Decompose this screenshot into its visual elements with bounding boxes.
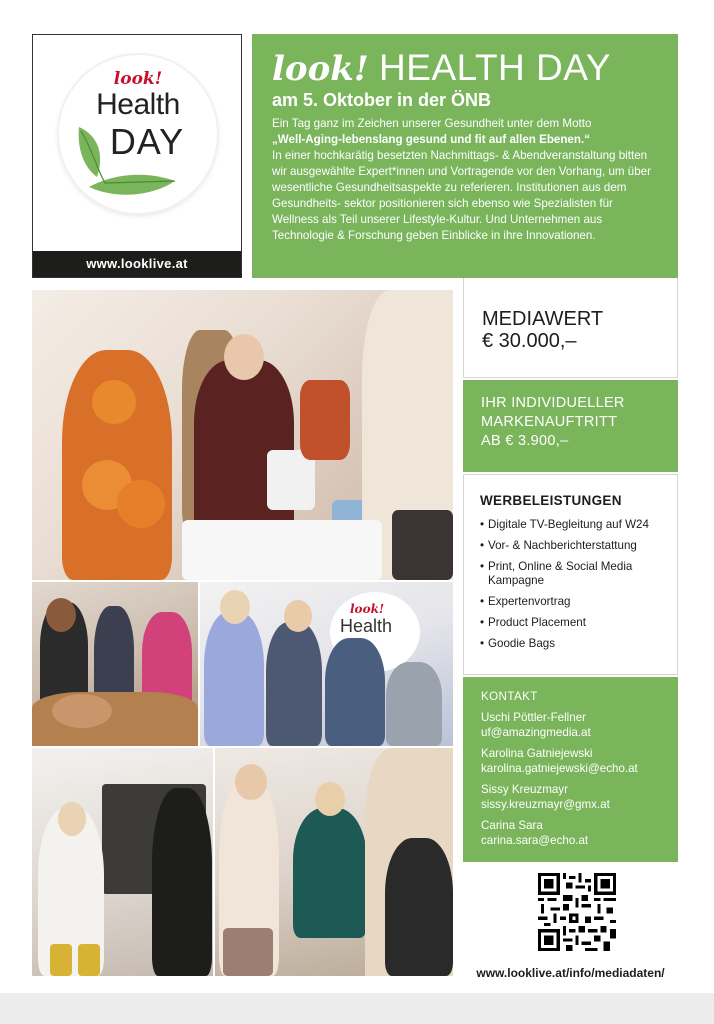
event-photo-bakery <box>32 582 198 746</box>
footer-url-link[interactable]: www.looklive.at/info/mediadaten/ <box>476 966 665 980</box>
event-photo-guests <box>215 748 453 976</box>
title-health-day: HEALTH DAY <box>379 47 611 88</box>
intro-paragraph: In einer hochkarätig besetzten Nachmittags- & Abendveranstaltung bitten wir ausgewählte Expert*innen und Vortragende vor den Vorhang, um über wesentliche Gesundheitsaspekte zu referieren. Institutionen aus dem Gesundheits- sektor positionieren sich ebenso wie Spezialisten für Wellness als Teil unserer Lifestyle-Kultur. Und Unternehmen aus Technologie & Forschung geben Einblicke in ihre Innovationen. <box>272 149 651 242</box>
mediawert-value: € 30.000,– <box>482 330 577 352</box>
services-title: WERBELEISTUNGEN <box>480 493 622 508</box>
contact-name: Karolina Gatniejewski <box>481 747 593 760</box>
brand-offer-line-2: MARKENAUFTRITT <box>481 414 618 430</box>
event-photo-speaker <box>32 748 213 976</box>
intro-text <box>272 116 658 244</box>
services-item: • Digitale TV-Begleitung auf W24 <box>480 518 677 532</box>
header-banner <box>252 34 678 278</box>
contact-email-link[interactable]: uf@amazingmedia.at <box>481 726 591 739</box>
contact-box <box>463 677 678 862</box>
services-list <box>480 518 677 651</box>
contact-email-link[interactable]: karolina.gatniejewski@echo.at <box>481 762 638 775</box>
page-subtitle: am 5. Oktober in der ÖNB <box>272 90 492 110</box>
contact-name: Uschi Pöttler-Fellner <box>481 711 587 724</box>
title-look: look! <box>272 49 369 89</box>
brand-offer-price: AB € 3.900,– <box>481 433 569 449</box>
sign-health-text: Health <box>340 616 393 636</box>
contact-name: Carina Sara <box>481 819 543 832</box>
services-box <box>463 474 678 675</box>
logo-emblem <box>59 55 217 213</box>
intro-line-1: Ein Tag ganz im Zeichen unserer Gesundheit unter dem Motto <box>272 117 592 130</box>
brand-offer-box <box>463 380 678 472</box>
contact-entry <box>481 818 678 848</box>
contact-email-link[interactable]: carina.sara@echo.at <box>481 834 589 847</box>
event-photo-group <box>200 582 453 746</box>
mediawert-box <box>463 278 678 378</box>
sign-look-text: look! <box>350 602 385 616</box>
services-item: • Vor- & Nachberichterstattung <box>480 539 677 553</box>
logo-day-text: DAY <box>109 121 185 162</box>
logo-box <box>32 34 242 278</box>
logo-health-text: Health <box>96 88 180 121</box>
intro-motto: „Well-Aging-lebenslang gesund und fit auf allen Ebenen.“ <box>272 133 590 146</box>
contact-entry <box>481 746 678 776</box>
mediawert-label: MEDIAWERT <box>482 308 604 330</box>
page-title <box>272 48 658 89</box>
services-item: • Product Placement <box>480 616 677 630</box>
contact-entry <box>481 782 678 812</box>
logo-look-text: look! <box>113 69 163 89</box>
services-item: • Goodie Bags <box>480 637 677 651</box>
qr-code-icon[interactable] <box>538 873 616 951</box>
page-bottom-margin <box>0 993 714 1024</box>
event-photo-main <box>32 290 453 580</box>
services-item: • Print, Online & Social Media Kampagne <box>480 560 677 588</box>
contact-title: KONTAKT <box>481 690 538 703</box>
contact-name: Sissy Kreuzmayr <box>481 783 568 796</box>
contact-email-link[interactable]: sissy.kreuzmayr@gmx.at <box>481 798 610 811</box>
brand-offer-line-1: IHR INDIVIDUELLER <box>481 395 625 411</box>
logo-url-link[interactable]: www.looklive.at <box>33 251 241 277</box>
contact-entry <box>481 710 678 740</box>
services-item: • Expertenvortrag <box>480 595 677 609</box>
